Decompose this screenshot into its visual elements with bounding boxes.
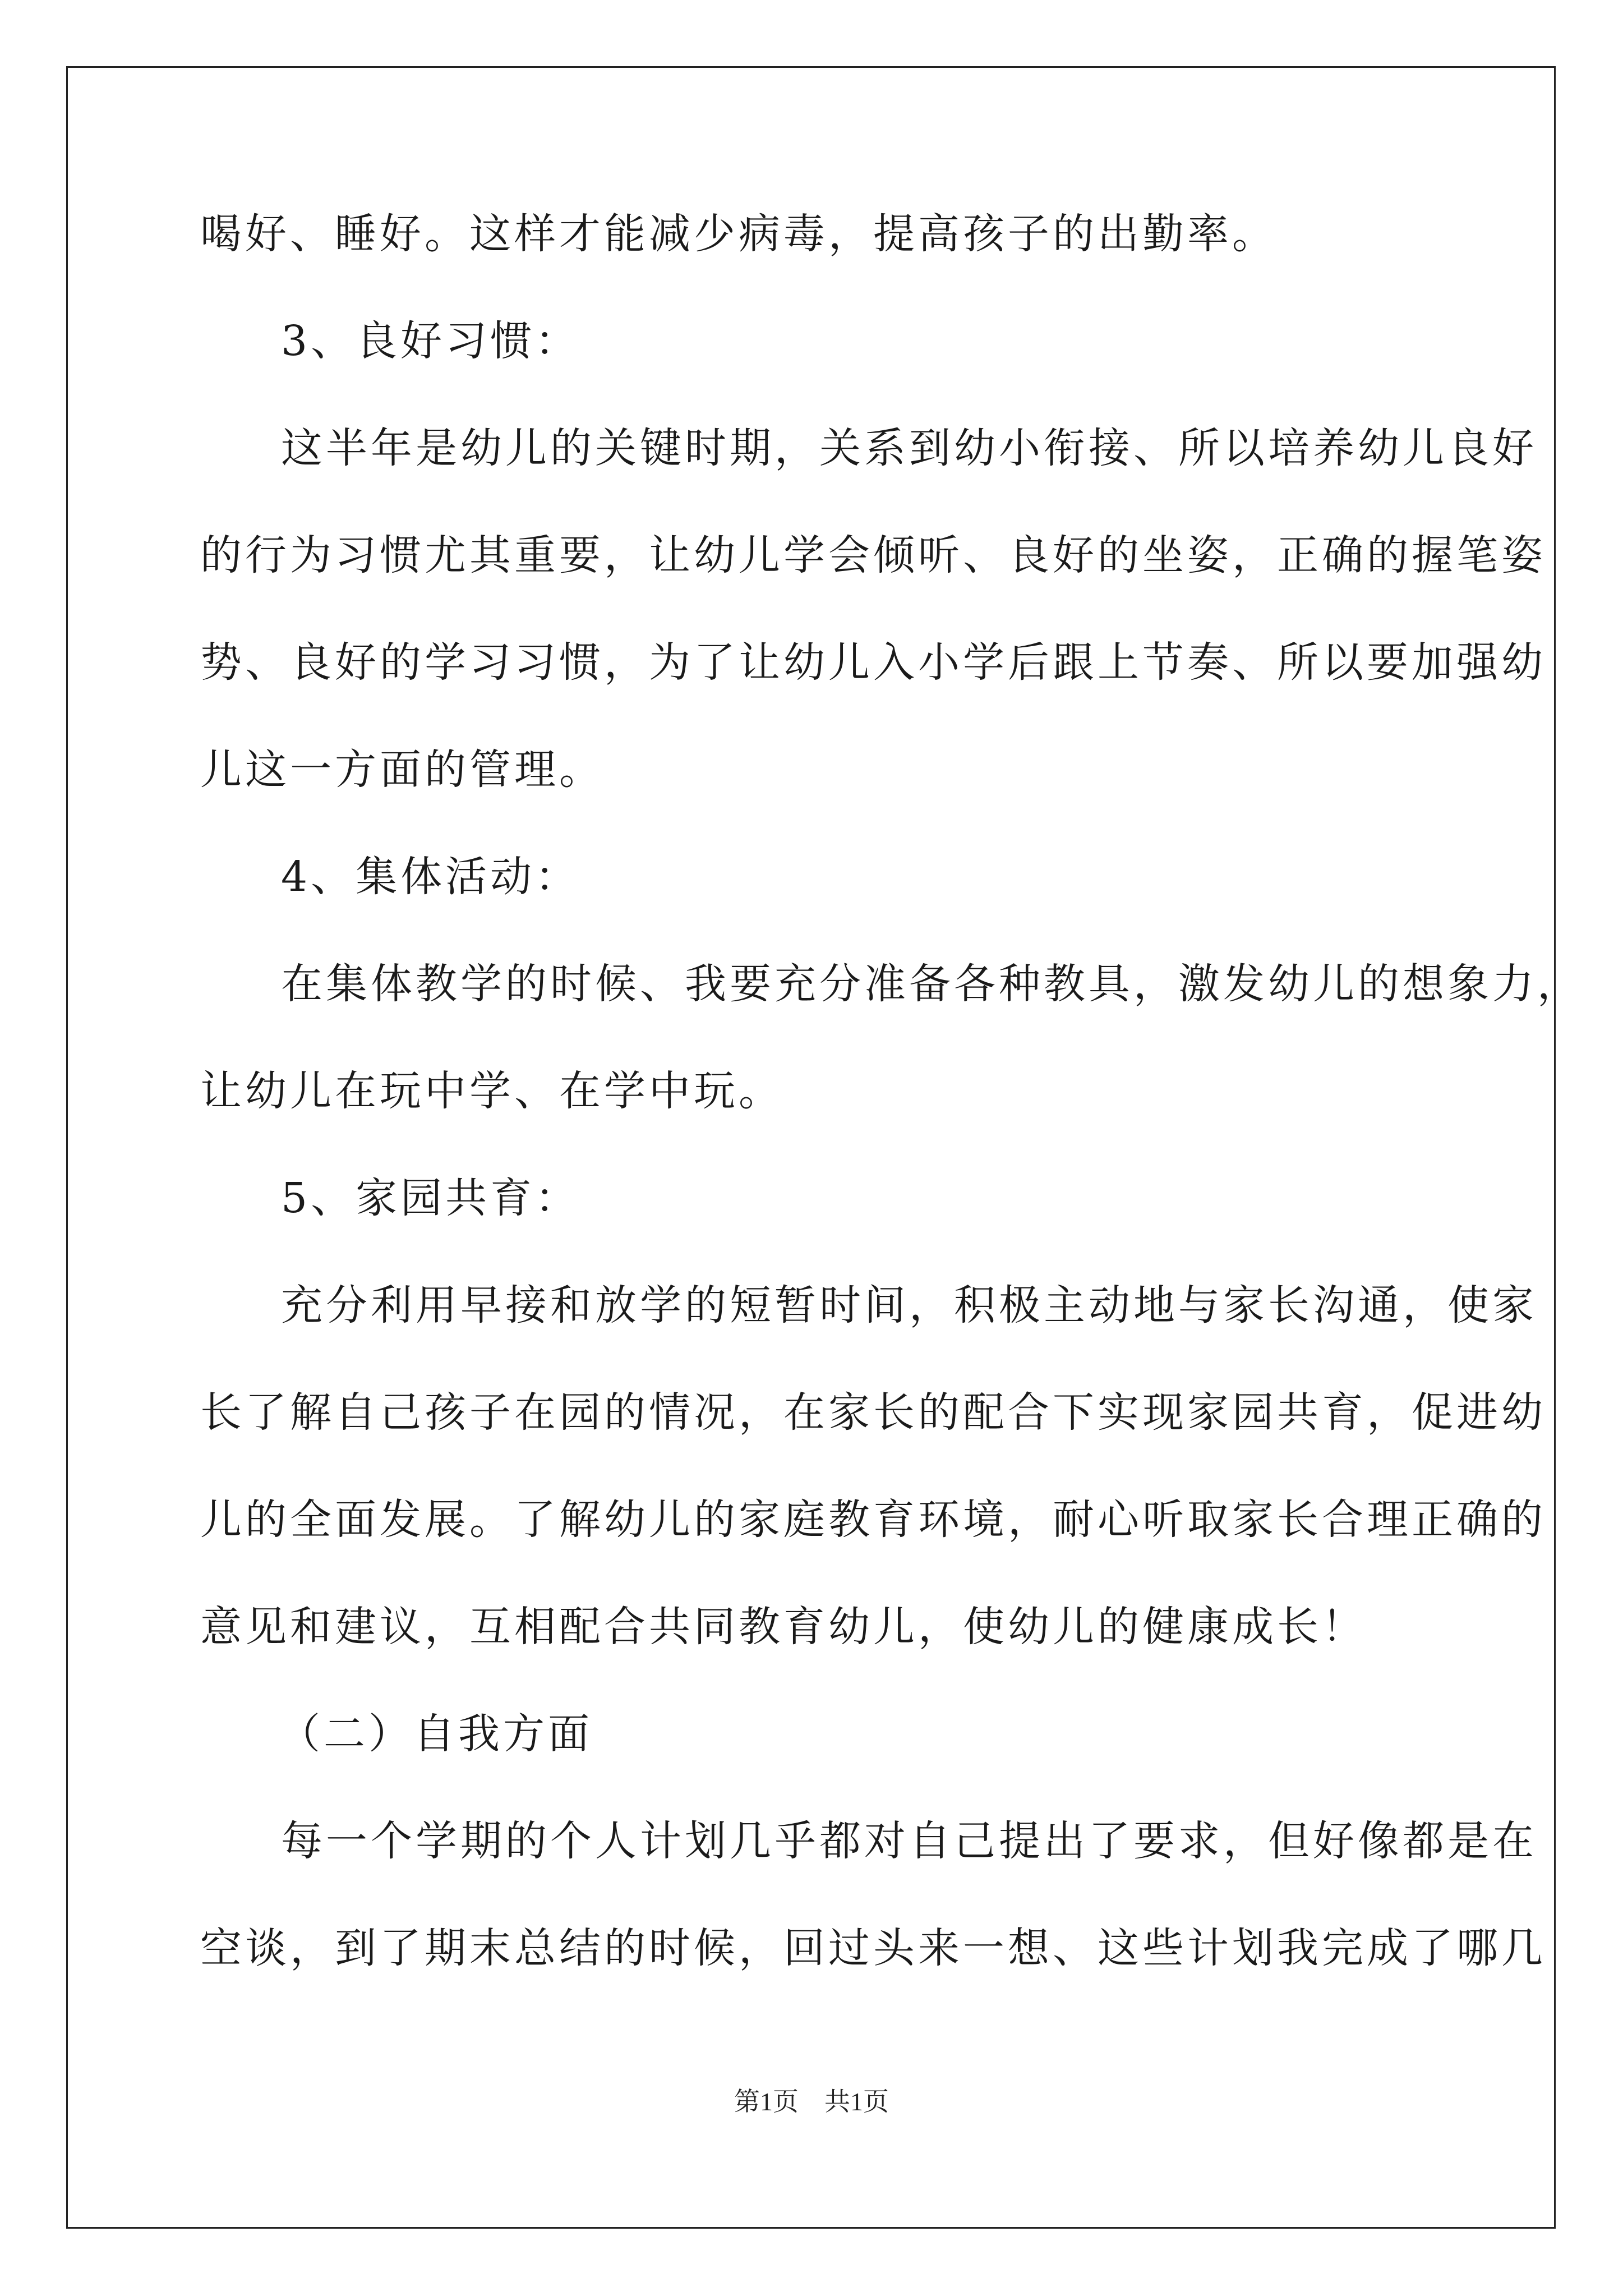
section-heading-habits: 3、良好习惯： [281, 317, 580, 365]
paragraph-line: 儿这一方面的管理。 [200, 746, 604, 794]
paragraph-line: 让幼儿在玩中学、在学中玩。 [200, 1067, 783, 1115]
paragraph-line: 每一个学期的个人计划几乎都对自己提出了要求，但好像都是在 [281, 1817, 1537, 1865]
text-line-continuation: 喝好、睡好。这样才能减少病毒，提高孩子的出勤率。 [200, 210, 1277, 258]
paragraph-line: 充分利用早接和放学的短暂时间，积极主动地与家长沟通，使家 [281, 1281, 1537, 1329]
paragraph-line: 长了解自己孩子在园的情况，在家长的配合下实现家园共育，促进幼 [200, 1388, 1546, 1437]
document-body [200, 210, 1582, 2035]
paragraph-line: 在集体教学的时候、我要充分准备各种教具，激发幼儿的想象力， [281, 960, 1582, 1008]
paragraph-line: 的行为习惯尤其重要，让幼儿学会倾听、良好的坐姿，正确的握笔姿 [200, 531, 1546, 579]
paragraph-line: 儿的全面发展。了解幼儿的家庭教育环境，耐心听取家长合理正确的 [200, 1496, 1546, 1544]
paragraph-line: 意见和建议，互相配合共同教育幼儿，使幼儿的健康成长！ [200, 1603, 1367, 1651]
section-heading-self: （二）自我方面 [279, 1710, 593, 1758]
paragraph-line: 势、良好的学习习惯，为了让幼儿入小学后跟上节奏、所以要加强幼 [200, 638, 1546, 687]
section-heading-group-activities: 4、集体活动： [281, 853, 580, 901]
section-heading-home-school: 5、家园共育： [281, 1174, 580, 1222]
paragraph-line: 空谈，到了期末总结的时候，回过头来一想、这些计划我完成了哪几 [200, 1924, 1546, 1972]
paragraph-line: 这半年是幼儿的关键时期，关系到幼小衔接、所以培养幼儿良好 [281, 424, 1537, 472]
page-number-footer: 第1页 共1页 [734, 2087, 889, 2116]
